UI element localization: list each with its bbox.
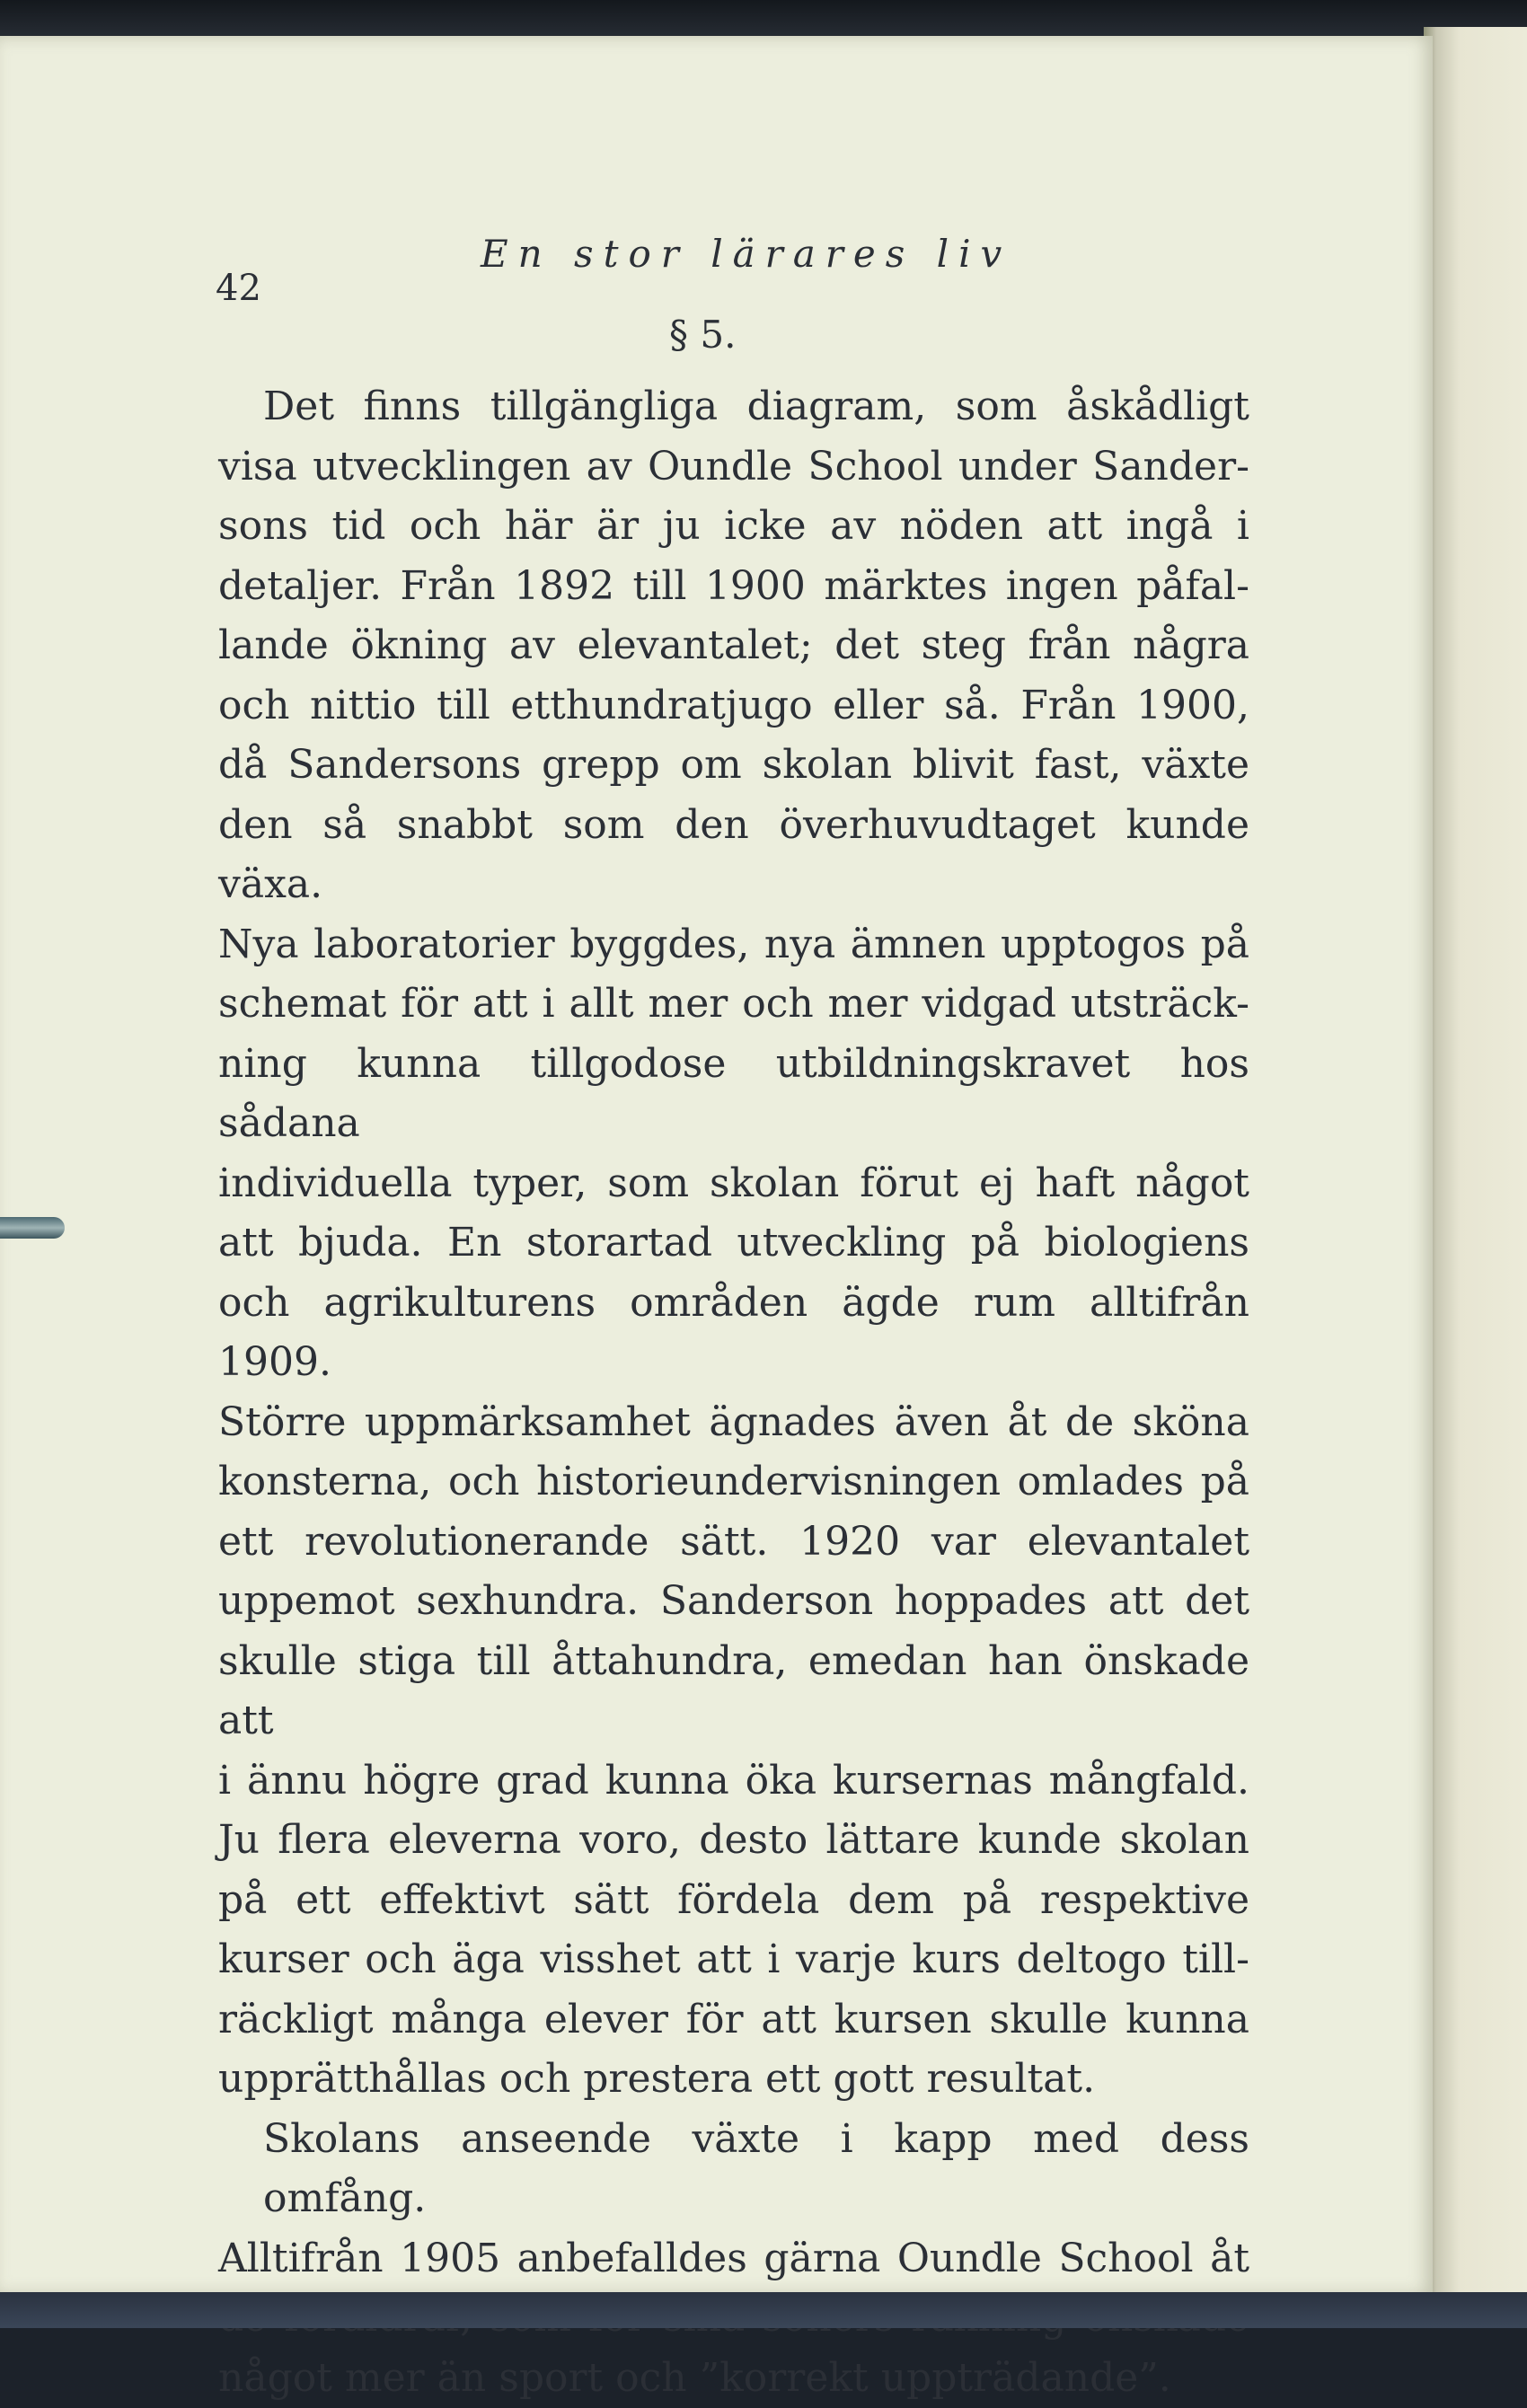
text-line: uppemot sexhundra. Sanderson hoppades att det xyxy=(218,1572,1249,1632)
text-line: Nya laboratorier byggdes, nya ämnen upptogos på xyxy=(218,915,1249,975)
book-page xyxy=(0,36,1433,2295)
text-line: ning kunna tillgodose utbildningskravet hos sådana xyxy=(218,1035,1249,1154)
text-line: upprätthållas och prestera ett gott resultat. xyxy=(218,2050,1249,2110)
text-line: ett revolutionerande sätt. 1920 var elevantalet xyxy=(218,1513,1249,1573)
text-line: konsterna, och historieundervisningen omlades på xyxy=(218,1452,1249,1513)
text-line: att bjuda. En storartad utveckling på biologiens xyxy=(218,1213,1249,1274)
text-line: och nittio till etthundratjugo eller så. Från 1900, xyxy=(218,676,1249,737)
text-line: Alltifrån 1905 anbefalldes gärna Oundle School åt xyxy=(218,2229,1249,2289)
page-clip xyxy=(0,1217,65,1239)
text-line: Skolans anseende växte i kapp med dess omfång. xyxy=(218,2110,1249,2229)
text-line: schemat för att i allt mer och mer vidgad utsträck- xyxy=(218,975,1249,1035)
body-text xyxy=(218,377,1249,2408)
running-title: En stor lärares liv xyxy=(481,232,1011,276)
text-line: räckligt många elever för att kursen skulle kunna xyxy=(218,1990,1249,2051)
text-line: och agrikulturens områden ägde rum alltifrån 1909. xyxy=(218,1274,1249,1393)
text-line: kurser och äga visshet att i varje kurs deltogo till- xyxy=(218,1930,1249,1990)
text-line: detaljer. Från 1892 till 1900 märktes ingen påfal- xyxy=(218,557,1249,617)
text-line: Ju flera eleverna voro, desto lättare kunde skolan xyxy=(218,1811,1249,1871)
text-line: individuella typer, som skolan förut ej haft något xyxy=(218,1154,1249,1214)
text-line: den så snabbt som den överhuvudtaget kunde växa. xyxy=(218,796,1249,915)
text-line: något mer än sport och ”korrekt uppträdande”. xyxy=(218,2349,1249,2408)
text-line: Det finns tillgängliga diagram, som åskådligt xyxy=(218,377,1249,437)
text-line: då Sandersons grepp om skolan blivit fast, växte xyxy=(218,736,1249,796)
text-line: Större uppmärksamhet ägnades även åt de sköna xyxy=(218,1393,1249,1453)
section-heading: § 5. xyxy=(669,313,736,357)
text-line: sons tid och här är ju icke av nöden att ingå i xyxy=(218,497,1249,557)
text-line: på ett effektivt sätt fördela dem på respektive xyxy=(218,1871,1249,1931)
text-line: i ännu högre grad kunna öka kursernas mångfald. xyxy=(218,1751,1249,1812)
book-bottom-edge xyxy=(0,2292,1527,2328)
page-number: 42 xyxy=(216,268,261,309)
text-line: skulle stiga till åttahundra, emedan han önskade att xyxy=(218,1632,1249,1751)
next-page-edge xyxy=(1424,27,1527,2299)
text-line: visa utvecklingen av Oundle School under Sander- xyxy=(218,437,1249,498)
text-line: lande ökning av elevantalet; det steg från några xyxy=(218,616,1249,676)
